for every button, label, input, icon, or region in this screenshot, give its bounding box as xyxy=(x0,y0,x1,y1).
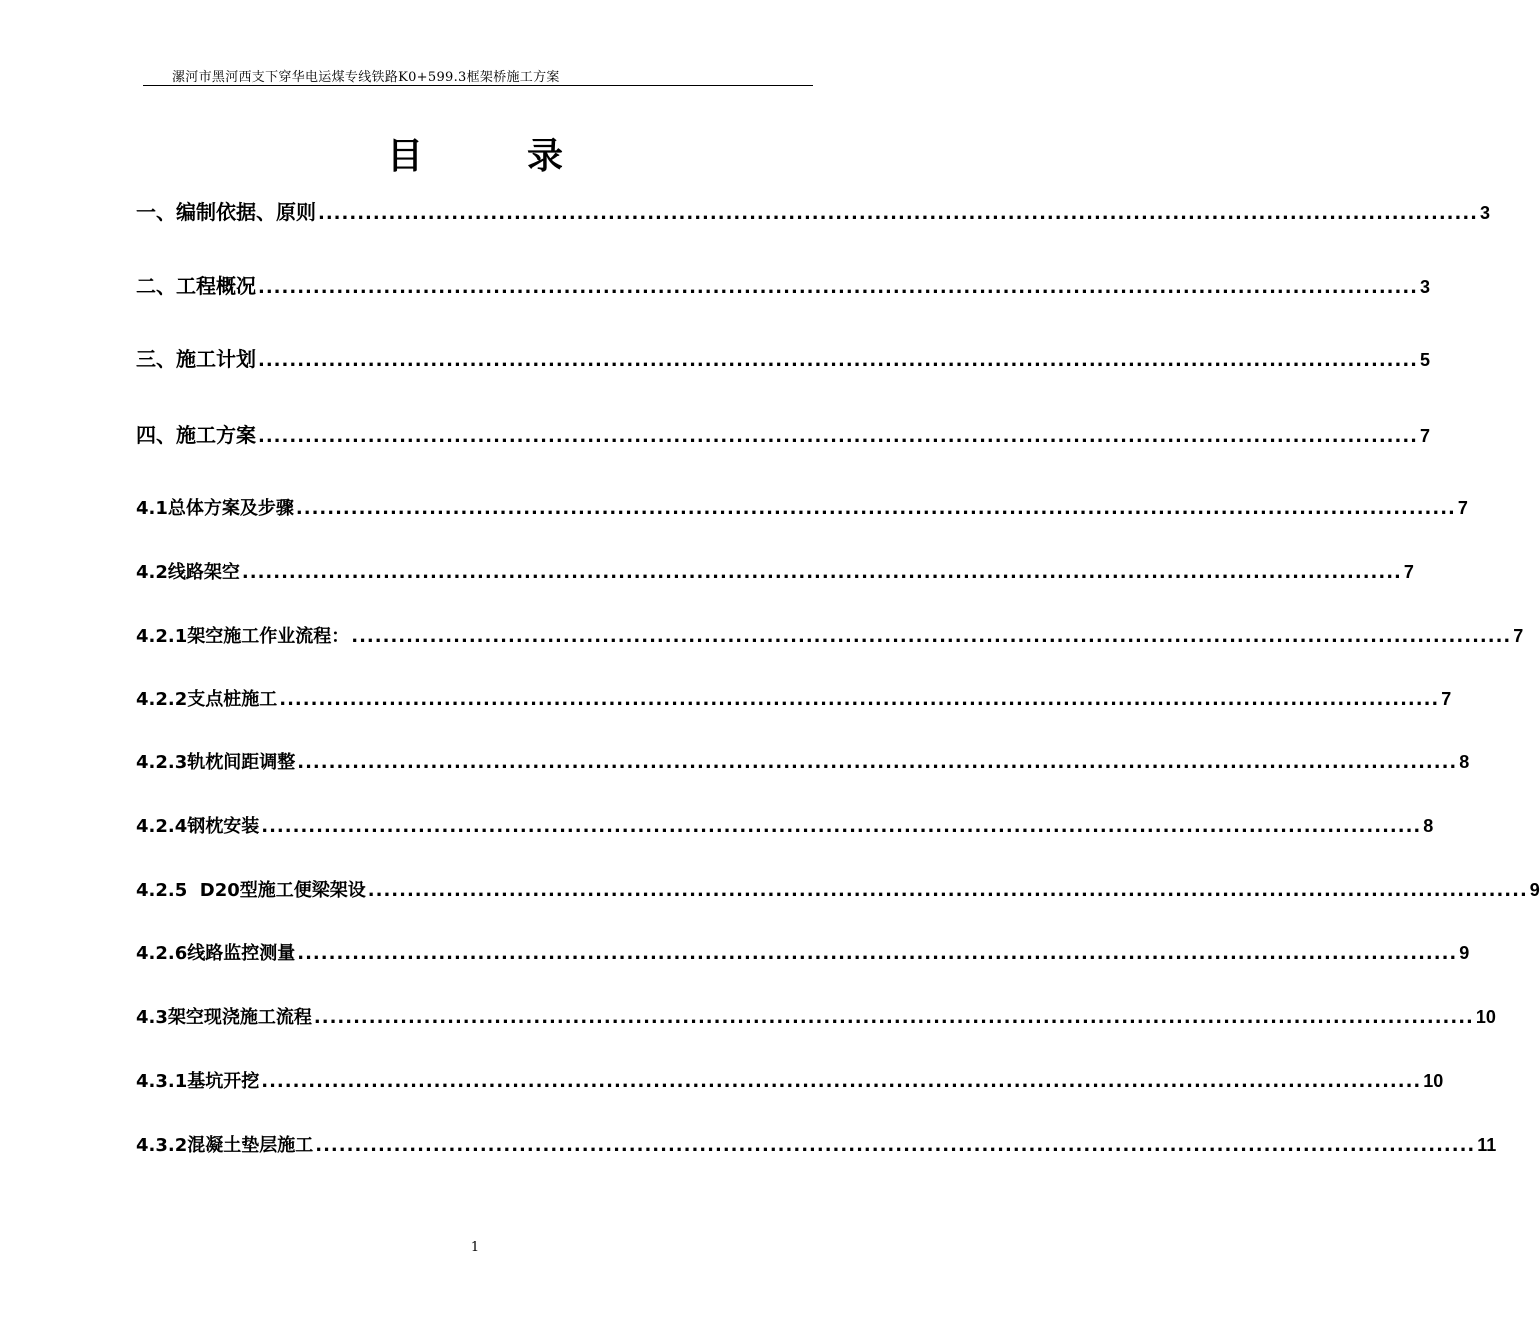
toc-title: 目录 xyxy=(386,136,667,177)
header-rule xyxy=(143,85,813,86)
toc-entry-page: 7 xyxy=(1457,498,1468,518)
toc-entry[interactable] xyxy=(136,419,1431,448)
toc-entry-label: 4.2.6线路监控测量 xyxy=(136,943,296,964)
toc-dot-leader: .................................................................................................................................................... xyxy=(315,1135,1476,1156)
toc-entry-page: 3 xyxy=(1420,277,1431,297)
toc-entry-label: 二、工程概况 xyxy=(136,274,256,298)
toc-entry-page: 10 xyxy=(1475,1007,1496,1027)
toc-entry-page: 7 xyxy=(1441,689,1452,709)
toc-dot-leader: .................................................................................................................................................... xyxy=(241,562,1402,583)
toc-dot-leader: .................................................................................................................................................... xyxy=(258,426,1419,447)
toc-entry-page: 7 xyxy=(1513,626,1524,646)
toc-dot-leader: .................................................................................................................................................... xyxy=(351,626,1512,647)
toc-entry-label: 4.2线路架空 xyxy=(136,562,240,583)
toc-entry-label: 一、编制依据、原则 xyxy=(136,200,316,224)
running-header: 漯河市黑河西支下穿华电运煤专线铁路K0+599.3框架桥施工方案 xyxy=(172,70,560,85)
toc-entry-label: 4.1总体方案及步骤 xyxy=(136,498,294,519)
toc-dot-leader: .................................................................................................................................................... xyxy=(258,350,1419,371)
toc-dot-leader: .................................................................................................................................................... xyxy=(367,880,1528,901)
toc-entry[interactable] xyxy=(136,1131,1497,1157)
toc-dot-leader: .................................................................................................................................................... xyxy=(297,752,1458,773)
toc-entry-label: 4.3.1基坑开挖 xyxy=(136,1071,260,1092)
toc-entry[interactable] xyxy=(136,812,1434,838)
toc-entry-label: 4.3架空现浇施工流程 xyxy=(136,1007,312,1028)
toc-entry[interactable] xyxy=(136,939,1470,965)
toc-entry-page: 10 xyxy=(1423,1071,1444,1091)
toc-dot-leader: .................................................................................................................................................... xyxy=(261,816,1422,837)
toc-entry[interactable] xyxy=(136,343,1431,372)
toc-entry-page: 7 xyxy=(1420,426,1431,446)
page-number: 1 xyxy=(470,1240,480,1255)
toc-dot-leader: .................................................................................................................................................... xyxy=(261,1071,1422,1092)
toc-dot-leader: .................................................................................................................................................... xyxy=(313,1007,1474,1028)
toc-entry[interactable] xyxy=(136,748,1470,774)
toc-entry-page: 3 xyxy=(1480,203,1491,223)
toc-entry-page: 9 xyxy=(1529,880,1540,900)
toc-entry-label: 四、施工方案 xyxy=(136,423,256,447)
toc-entry-page: 7 xyxy=(1403,562,1414,582)
toc-entry-label: 4.2.5 D20型施工便梁架设 xyxy=(136,880,366,901)
toc-entry-label: 4.2.2支点桩施工 xyxy=(136,689,278,710)
toc-entry[interactable] xyxy=(136,685,1452,711)
toc-entry-label: 4.2.1架空施工作业流程： xyxy=(136,626,350,647)
toc-entry-page: 8 xyxy=(1459,752,1470,772)
toc-entry-page: 9 xyxy=(1459,943,1470,963)
toc-entry[interactable] xyxy=(136,494,1468,520)
toc-dot-leader: .................................................................................................................................................... xyxy=(258,277,1419,298)
toc-entry-page: 5 xyxy=(1420,350,1431,370)
toc-entry[interactable] xyxy=(136,1067,1444,1093)
toc-entry-page: 8 xyxy=(1423,816,1434,836)
toc-entry-label: 4.3.2混凝土垫层施工 xyxy=(136,1135,314,1156)
toc-entry[interactable] xyxy=(136,876,1540,902)
toc-entry[interactable] xyxy=(136,1003,1496,1029)
toc-entry[interactable] xyxy=(136,196,1491,225)
toc-entry-page: 11 xyxy=(1477,1135,1497,1155)
toc-entry-label: 4.2.4钢枕安装 xyxy=(136,816,260,837)
toc-dot-leader: .................................................................................................................................................... xyxy=(279,689,1440,710)
toc-dot-leader: .................................................................................................................................................... xyxy=(295,498,1456,519)
toc-entry[interactable] xyxy=(136,270,1431,299)
toc-entry[interactable] xyxy=(136,558,1414,584)
toc-dot-leader: .................................................................................................................................................... xyxy=(297,943,1458,964)
toc-entry-label: 三、施工计划 xyxy=(136,347,256,371)
toc-entry-label: 4.2.3轨枕间距调整 xyxy=(136,752,296,773)
toc-entry[interactable] xyxy=(136,622,1524,648)
toc-dot-leader: .................................................................................................................................................... xyxy=(318,203,1479,224)
